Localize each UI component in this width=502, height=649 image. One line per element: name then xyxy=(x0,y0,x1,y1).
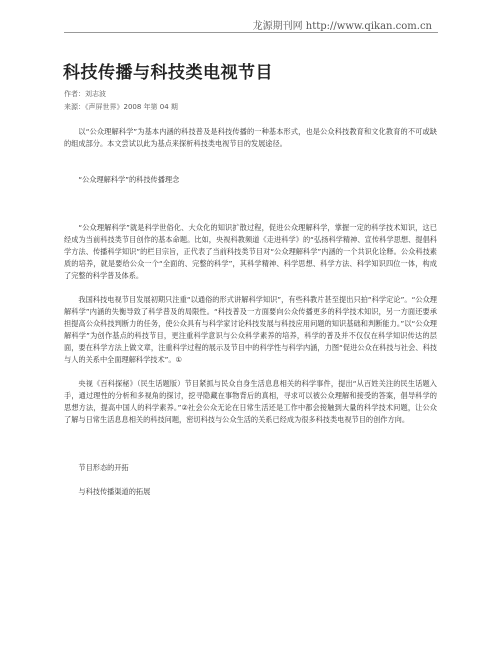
body-paragraph-2: 我国科技电视节目发展初期只注重“以通俗的形式讲解科学知识”，有些科教片甚至提出只拍“科学定论”。“公众理解科学”内涵的失衡导致了科学普及的局限性。“科技普及一方面要向公众传播更多的科学技术知识，另一方面还要承担提高公众科技判断力的任务，使公众具有与科学家讨论科技发展与科技应用问题的知识基础和判断能力。”以“公众理解科学”为创作基点的科技节目，更注重科学意识与公众科学素养的培养，科学的普及并不仅仅在科学知识传达的层面，要在科学方法上做文章，注重科学过程的展示及节目中的科学性与科学内涵，力图“促进公众在科技与社会、科技与人的关系中全面理解科学技术”。① xyxy=(64,295,437,364)
article-source: 来源：《声屏世界》2008 年第 04 期 xyxy=(64,103,178,111)
body-paragraph-1: “公众理解科学”就是科学世俗化、大众化的知识扩散过程，促进公众理解科学，掌握一定的科学技术知识，这已经成为当前科技类节目创作的基本命题。比如，央视科教频道《走进科学》的“弘扬科学精神、宣传科学思想、提倡科学方法、传播科学知识”的栏目宗旨，正代表了当前科技类节目对“公众理解科学”内涵的一个共识化诠释。公众科技素质的培养，就是要给公众一个“全面的、完整的科学”，其科学精神、科学思想、科学方法、科学知识四位一体，构成了完整的科学普及体系。 xyxy=(64,223,437,280)
section-heading-program-form: 节目形态的开拓 xyxy=(78,463,129,472)
header-rule xyxy=(64,32,438,33)
section-heading-channel-expansion: 与科技传播渠道的拓展 xyxy=(78,487,151,496)
abstract-paragraph: 以“公众理解科学”为基本内涵的科技普及是科技传播的一种基本形式，也是公众科技教育和文化教育的不可或缺的组成部分。本文尝试以此为基点来探析科技类电视节目的发展途径。 xyxy=(64,127,437,148)
body-paragraph-3: 央视《百科探秘》（民生话题版）节目紧抓与民众自身生活息息相关的科学事件，提出“从百姓关注的民生话题入手，通过理性的分析和多视角的探讨，挖寻隐藏在事物背后的真相，寻求可以被公众理解和接受的答案，倡导科学的思想方法，提高中国人的科学素养。”②社会公众无论在日常生活还是工作中都会接触到大量的科学技术问题，让公众了解与日常生活息息相关的科技问题，密切科技与公众生活的关系已经成为很多科技类电视节目的创作方向。 xyxy=(64,379,437,424)
site-watermark: 龙源期刊网 http://www.qikan.com.cn xyxy=(252,21,432,32)
article-author: 作者：刘志波 xyxy=(64,90,106,98)
article-body xyxy=(64,126,437,498)
section-heading-public-understanding: “公众理解科学”的科技传播理念 xyxy=(78,175,180,184)
article-title: 科技传播与科技类电视节目 xyxy=(63,63,273,83)
